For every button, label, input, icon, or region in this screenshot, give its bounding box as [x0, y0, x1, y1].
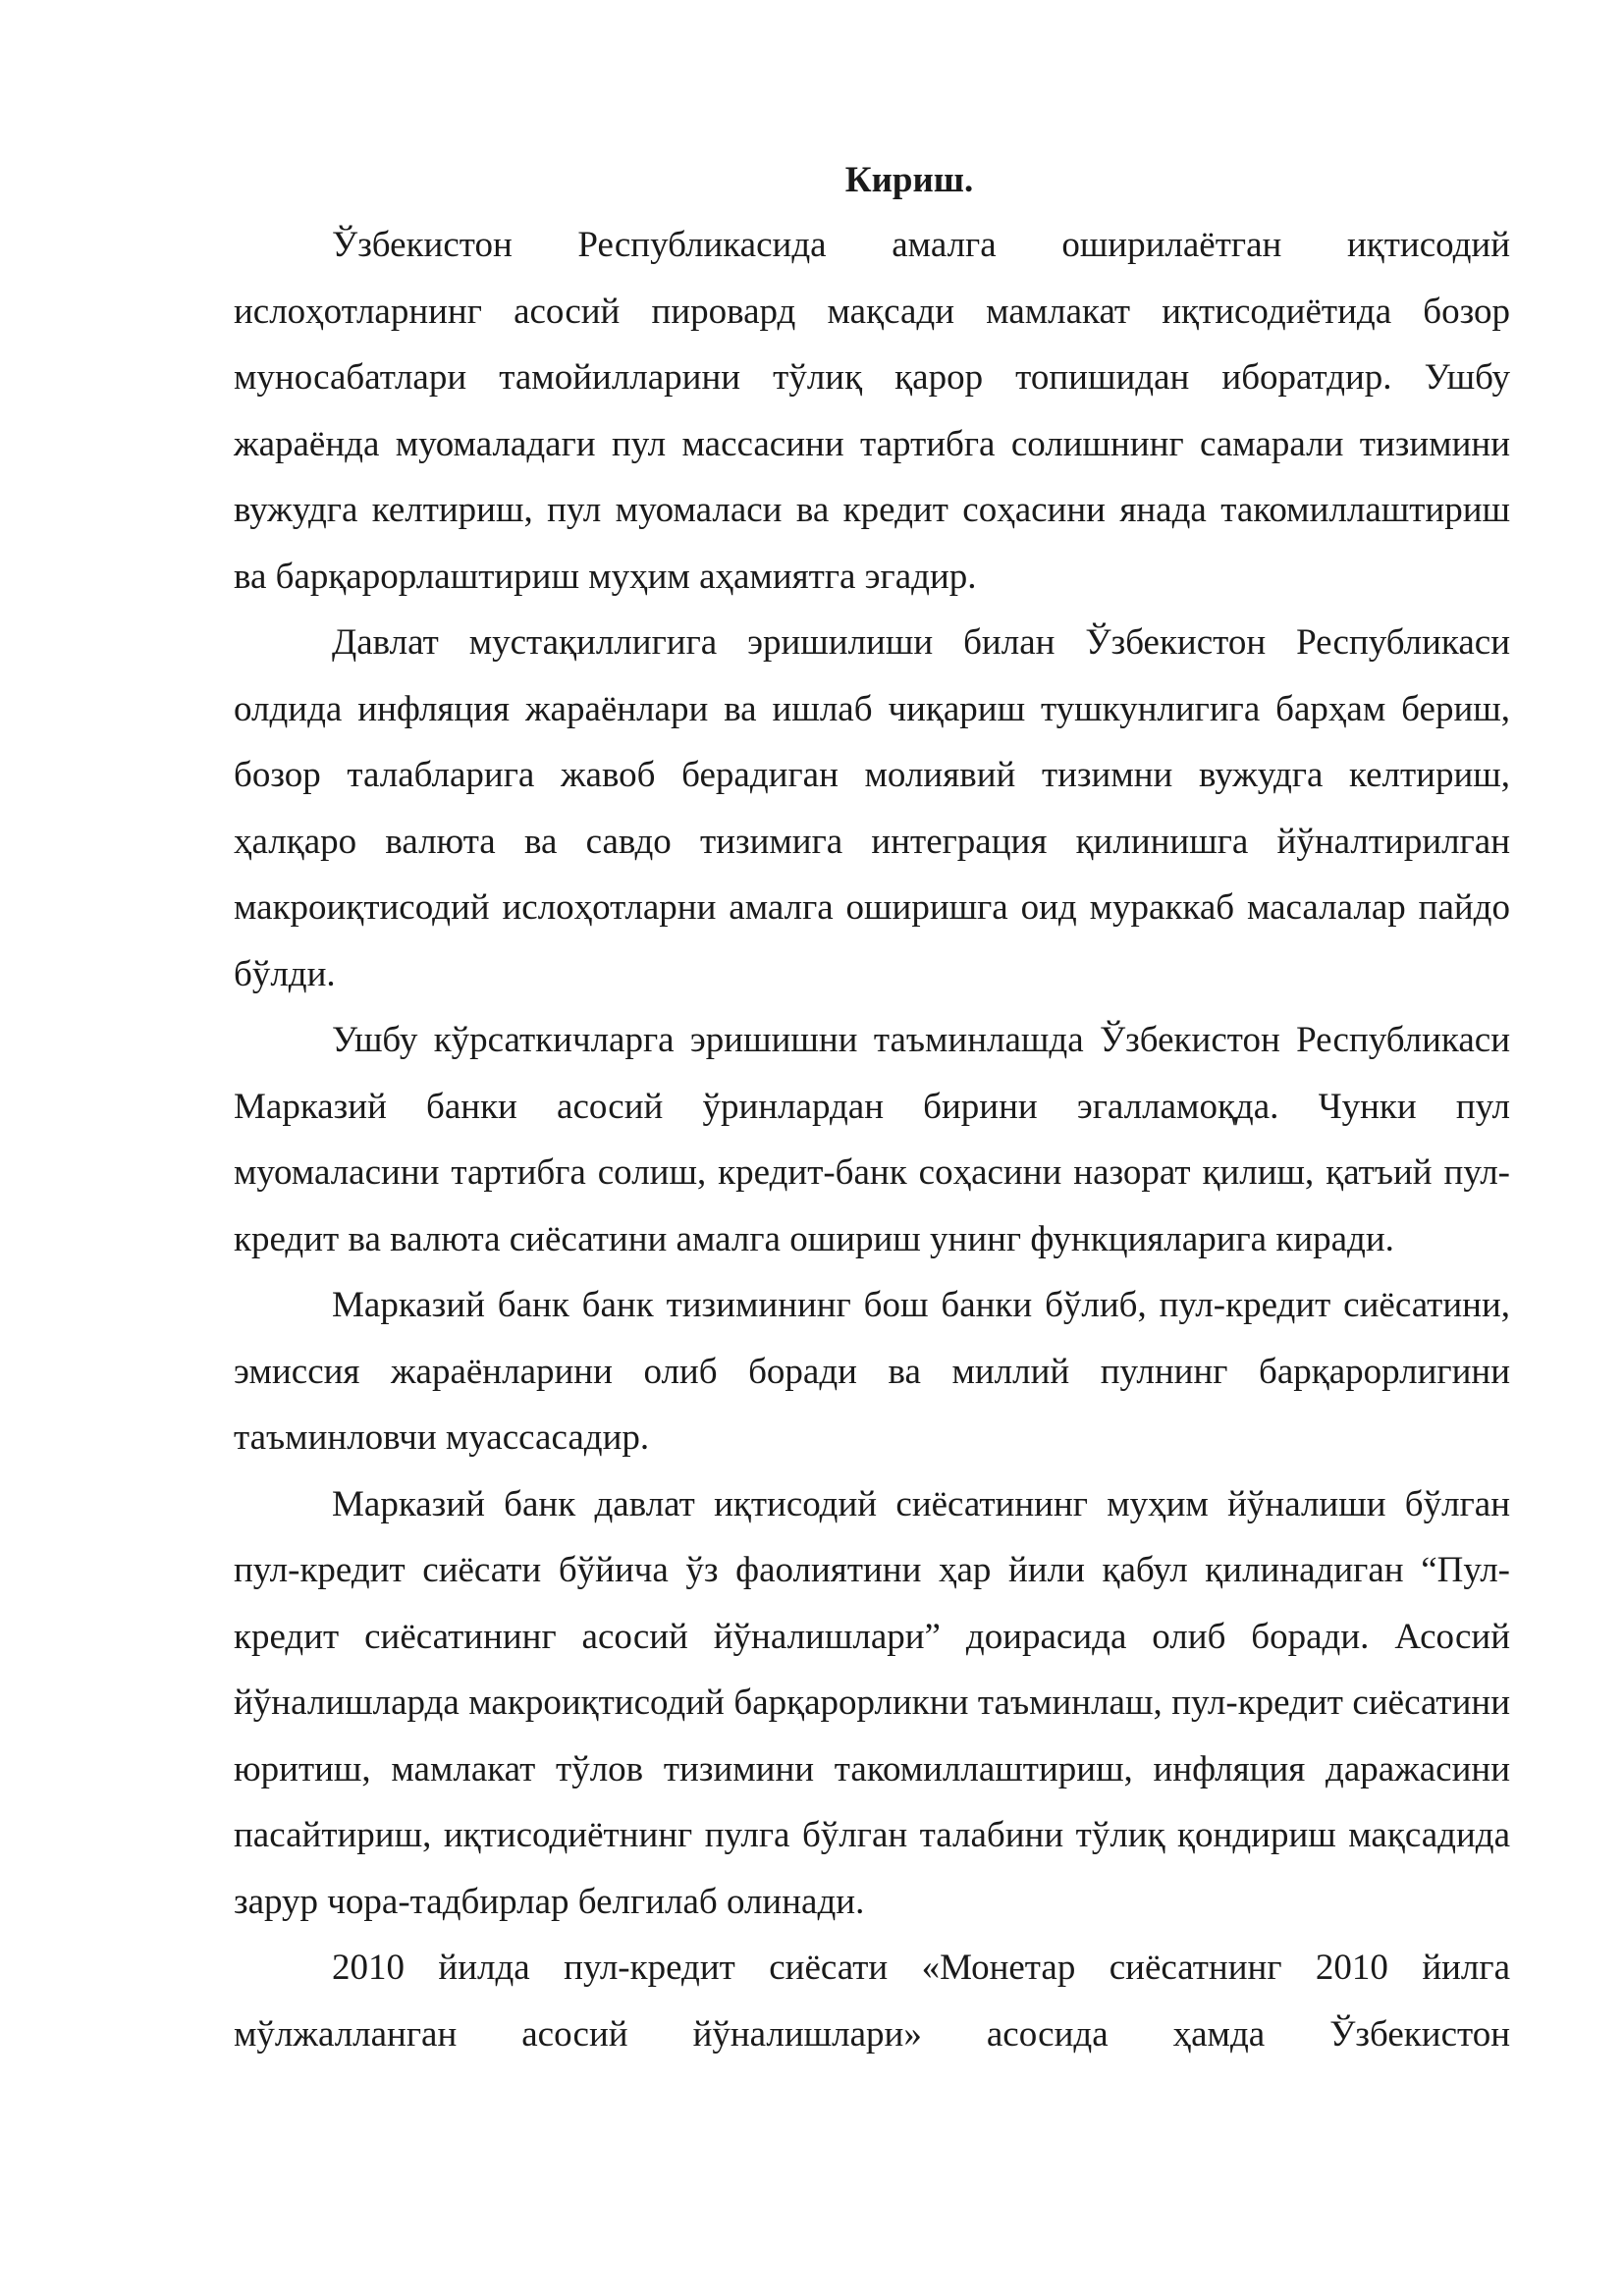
paragraph-monetary-policy: Марказий банк давлат иқтисодий сиёсатининг муҳим йўналиши бўлган пул-кредит сиёсати бўйича ўз фаолиятини ҳар йили қабул қилинадиган “Пул-кредит сиёсатининг асосий йўналишлари” доирасида олиб боради. Асосий йўналишларда макроиқтисодий барқарорликни таъминлаш, пул-кредит сиёсатини юритиш, мамлакат тўлов тизимини такомиллаштириш, инфляция даражасини пасайтириш, иқтисодиётнинг пулга бўлган талабини тўлиқ қондириш мақсадида зарур чора-тадбирлар белгилаб олинади. [234, 1483, 1510, 1922]
paragraph-intro: Ўзбекистон Республикасида амалга оширилаётган иқтисодий ислоҳотларнинг асосий пировард мақсади мамлакат иқтисодиётида бозор муносабатлари тамойилларини тўлиқ қарор топишидан иборатдир. Ушбу жараёнда муомаладаги пул массасини тартибга солишнинг самарали тизимини вужудга келтириш, пул муомаласи ва кредит соҳасини янада такомиллаштириш ва барқарорлаштириш муҳим аҳамиятга эгадир. [234, 225, 1510, 597]
paragraph-central-bank-definition: Марказий банк банк тизимининг бош банки бўлиб, пул-кредит сиёсатини, эмиссия жараёнларини олиб боради ва миллий пулнинг барқарорлигини таъминловчи муассасадир. [234, 1285, 1510, 1458]
document-title: Кириш. [844, 160, 974, 200]
paragraph-2010-policy: 2010 йилда пул-кредит сиёсати «Монетар сиёсатнинг 2010 йилга мўлжалланган асосий йўналишлари» асосида ҳамда Ўзбекистон [234, 1948, 1510, 2055]
paragraph-independence: Давлат мустақиллигига эришилиши билан Ўзбекистон Республикаси олдида инфляция жараёнлари ва ишлаб чиқариш тушкунлигига барҳам бериш, бозор талабларига жавоб берадиган молиявий тизимни вужудга келтириш, ҳалқаро валюта ва савдо тизимига интеграция қилинишга йўналтирилган макроиқтисодий ислоҳотларни амалга оширишга оид мураккаб масалалар пайдо бўлди. [234, 622, 1510, 994]
document-body [234, 153, 1510, 2067]
paragraph-central-bank-role: Ушбу кўрсаткичларга эришишни таъминлашда Ўзбекистон Республикаси Марказий банки асосий ўринлардан бирини эгалламоқда. Чунки пул муомаласини тартибга солиш, кредит-банк соҳасини назорат қилиш, қатъий пул-кредит ва валюта сиёсатини амалга ошириш унинг функцияларига киради. [234, 1020, 1510, 1259]
